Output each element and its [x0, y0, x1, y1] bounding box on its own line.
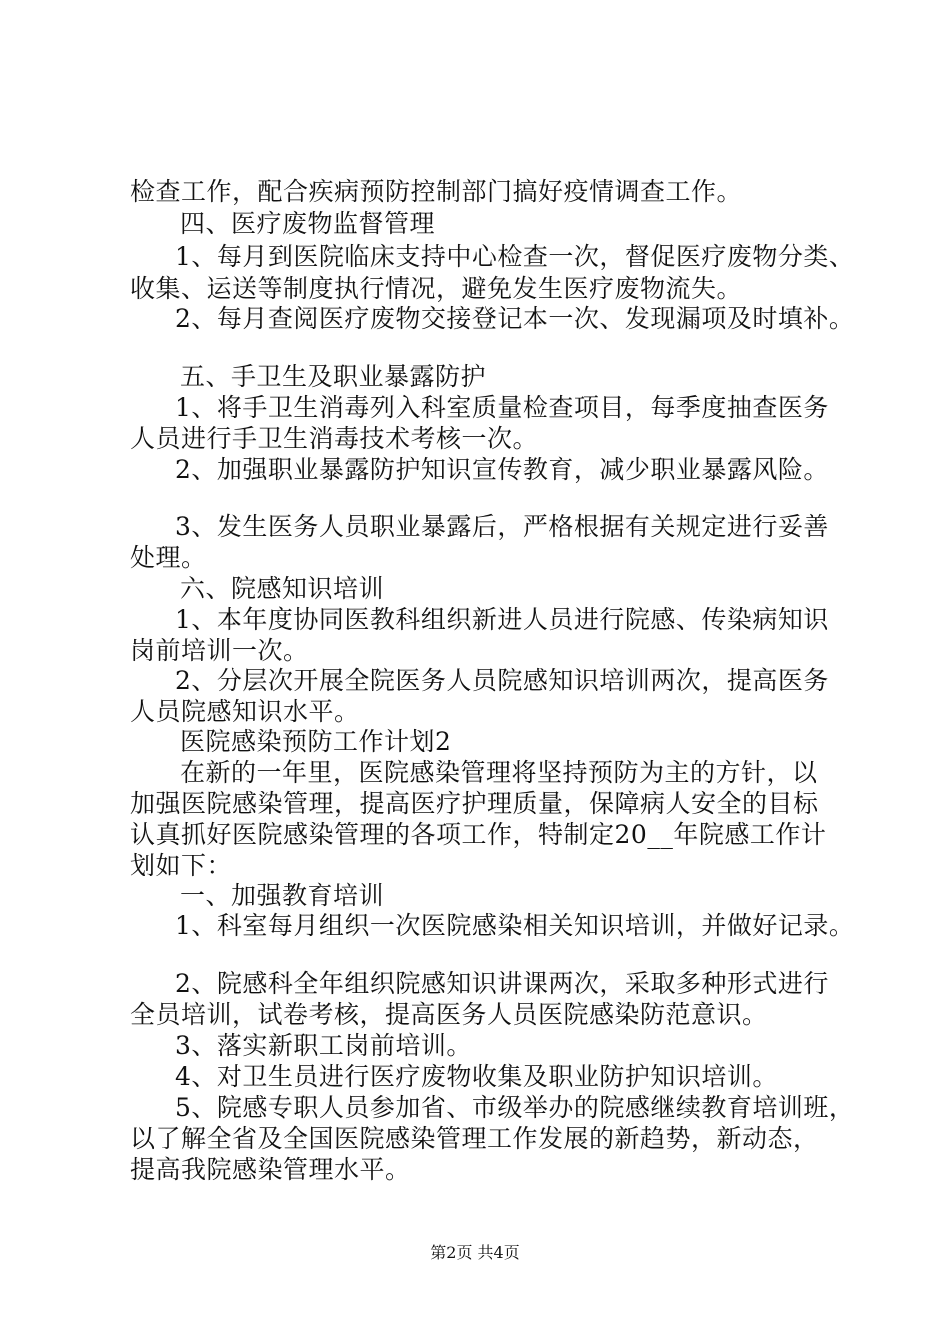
text-line: 3、发生医务人员职业暴露后，严格根据有关规定进行妥善	[175, 512, 829, 541]
text-line: 认真抓好医院感染管理的各项工作，特制定20__年院感工作计	[130, 820, 827, 849]
text-line: 提高我院感染管理水平。	[130, 1155, 411, 1184]
text-line: 以了解全省及全国医院感染管理工作发展的新趋势，新动态，	[130, 1124, 819, 1153]
section-heading: 一、加强教育培训	[180, 881, 385, 910]
section-heading: 五、手卫生及职业暴露防护	[180, 362, 487, 391]
section-heading: 四、医疗废物监督管理	[180, 209, 436, 238]
text-line: 收集、运送等制度执行情况，避免发生医疗废物流失。	[130, 274, 743, 303]
text-line: 人员院感知识水平。	[130, 697, 360, 726]
text-line: 岗前培训一次。	[130, 636, 309, 665]
text-line: 人员进行手卫生消毒技术考核一次。	[130, 424, 539, 453]
text-line: 4、对卫生员进行医疗废物收集及职业防护知识培训。	[175, 1062, 778, 1091]
text-line: 加强医院感染管理，提高医疗护理质量，保障病人安全的目标	[130, 789, 819, 818]
text-line: 划如下：	[130, 851, 233, 880]
page-number-footer: 第2页 共4页	[430, 1243, 520, 1262]
text-line: 1、科室每月组织一次医院感染相关知识培训，并做好记录。	[175, 911, 855, 940]
text-line: 5、院感专职人员参加省、市级举办的院感继续教育培训班，	[175, 1093, 855, 1122]
text-line: 处理。	[130, 543, 207, 572]
text-line: 2、分层次开展全院医务人员院感知识培训两次，提高医务	[175, 666, 829, 695]
text-line: 2、加强职业暴露防护知识宣传教育，减少职业暴露风险。	[175, 455, 829, 484]
text-line: 1、本年度协同医教科组织新进人员进行院感、传染病知识	[175, 605, 829, 634]
text-line: 1、每月到医院临床支持中心检查一次，督促医疗废物分类、	[175, 242, 855, 271]
text-line: 全员培训，试卷考核，提高医务人员医院感染防范意识。	[130, 1000, 768, 1029]
text-line: 1、将手卫生消毒列入科室质量检查项目，每季度抽查医务	[175, 393, 829, 422]
section-heading: 六、院感知识培训	[180, 574, 385, 603]
text-line: 检查工作，配合疾病预防控制部门搞好疫情调查工作。	[130, 177, 743, 206]
text-line: 3、落实新职工岗前培训。	[175, 1031, 472, 1060]
text-line: 2、每月查阅医疗废物交接登记本一次、发现漏项及时填补。	[175, 304, 855, 333]
text-line: 2、院感科全年组织院感知识讲课两次，采取多种形式进行	[175, 969, 829, 998]
plan-title: 医院感染预防工作计划2	[180, 727, 452, 756]
text-line: 在新的一年里，医院感染管理将坚持预防为主的方针，以	[180, 758, 818, 787]
